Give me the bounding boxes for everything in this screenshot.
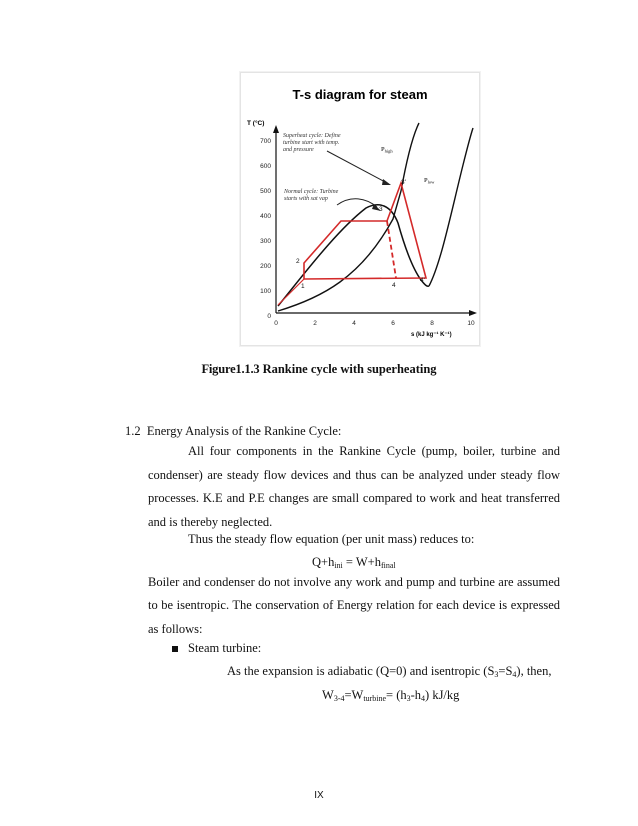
turbine-expansion-text: As the expansion is adiabatic (Q=0) and isentropic $(S_3=S_4)$, then,: [227, 664, 552, 679]
arrowhead-superheat: [382, 179, 391, 185]
x-tick: 0: [274, 320, 278, 327]
x-tick: 4: [352, 320, 356, 327]
y-tick: 200: [260, 263, 271, 270]
annotation-superheat-line: Superheat cycle: Define: [283, 133, 341, 139]
equation-steady-flow: $Q+h_{ini} = W+h_{final}$: [312, 555, 396, 570]
isobar-low: [429, 128, 473, 286]
label-p-high: $P_{high}$: [381, 146, 393, 154]
normal-expansion-line: [387, 221, 396, 278]
point-label-3-prime: 3': [401, 179, 406, 186]
y-tick: 300: [260, 238, 271, 245]
bullet-steam-turbine: Steam turbine:: [188, 641, 262, 655]
equation-turbine-work: $W_{3-4}=W_{turbine}= (h_3-h_4)$ kJ/kg: [322, 688, 460, 703]
saturation-dome: [278, 205, 429, 306]
x-tick: 8: [430, 320, 434, 327]
section-title: Energy Analysis of the Rankine Cycle:: [146, 424, 342, 438]
x-axis-arrowhead: [469, 310, 477, 316]
figure-ts-diagram: [240, 72, 480, 346]
x-axis-label: s (kJ kg⁻¹ K⁻¹): [411, 332, 452, 338]
paragraph-3-line-2: to be isentropic. The conservation of Energy relation for each device is expressed: [148, 598, 560, 612]
paragraph-1: All four components in the Rankine Cycle (pump, boiler, turbine and condenser) are steady flow devices and thus can be analyzed under steady flow processes. K.E and P.E changes are small compared to work and heat transferred and is thereby neglected.: [148, 444, 560, 530]
x-tick: 2: [313, 320, 317, 327]
y-tick: 700: [260, 138, 271, 145]
point-label-4-prime: 4': [420, 277, 425, 284]
caption-number: Figure1.1.3: [201, 362, 260, 376]
figure-caption: [0, 362, 638, 377]
y-axis-arrowhead: [273, 125, 279, 133]
annotation-normal-line: Normal cycle: Turbine: [284, 189, 339, 195]
y-tick: 0: [267, 313, 271, 320]
arrow-superheat: [327, 151, 387, 183]
section-number: 1.2: [125, 424, 141, 438]
y-tick: 500: [260, 188, 271, 195]
y-axis-label: T (°C): [247, 120, 265, 127]
page-number: IX: [314, 790, 324, 801]
x-tick: 6: [391, 320, 395, 327]
paragraph-3-line-1: Boiler and condenser do not involve any work and pump and turbine are assumed: [148, 575, 560, 589]
point-label-3: 3: [379, 206, 383, 213]
point-label-2: 2: [296, 258, 300, 265]
paragraph-3-line-3: as follows:: [148, 622, 203, 636]
y-tick: 400: [260, 213, 271, 220]
label-p-low: $P_{low}$: [424, 177, 435, 185]
chart-title: T-s diagram for steam: [292, 87, 428, 102]
x-tick: 10: [467, 320, 475, 327]
y-tick: 600: [260, 163, 271, 170]
annotation-superheat-line: and pressure: [283, 147, 314, 153]
annotation-superheat-line: turbine start with temp.: [283, 140, 340, 146]
section-heading: [125, 424, 341, 439]
annotation-normal-line: starts with sat vap: [284, 196, 328, 202]
paragraph-2: Thus the steady flow equation (per unit mass) reduces to:: [188, 532, 475, 546]
point-label-1: 1: [301, 283, 305, 290]
ts-diagram-chart: [241, 73, 479, 345]
bullet-square-icon: [172, 646, 178, 652]
y-tick: 100: [260, 288, 271, 295]
caption-text: Rankine cycle with superheating: [262, 362, 437, 376]
point-label-4: 4: [392, 282, 396, 289]
